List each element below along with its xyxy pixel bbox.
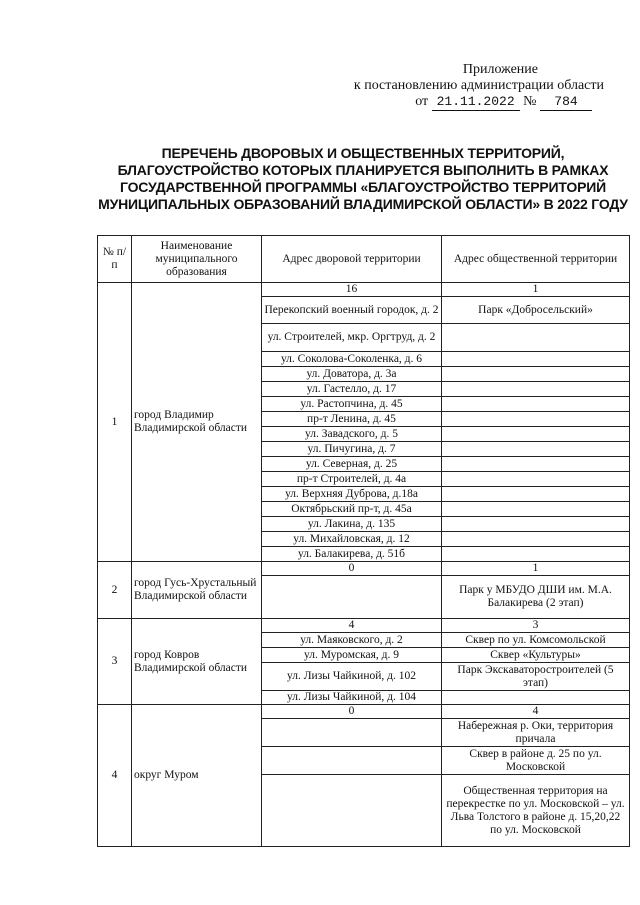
- table-row: [98, 619, 630, 633]
- public-address-empty: [442, 457, 630, 472]
- col-header-yard-address: Адрес дворовой территории: [262, 236, 442, 283]
- yard-address: ул. Маяковского, д. 2: [262, 633, 442, 648]
- public-count: 4: [442, 705, 630, 719]
- yard-address: Перекопский военный городок, д. 2: [262, 297, 442, 324]
- col-header-public-address: Адрес общественной территории: [442, 236, 630, 283]
- decree-date: 21.11.2022: [432, 94, 520, 111]
- yard-address: ул. Лизы Чайкиной, д. 102: [262, 663, 442, 691]
- decree-number: 784: [540, 94, 592, 111]
- col-header-municipality: Наименование муниципального образования: [132, 236, 262, 283]
- municipality-name: город Владимир Владимирской области: [132, 283, 262, 562]
- public-address-empty: [442, 352, 630, 367]
- yard-address: ул. Михайловская, д. 12: [262, 532, 442, 547]
- public-address-empty: [442, 517, 630, 532]
- public-address: Общественная территория на перекрестке по ул. Московской – ул. Льва Толстого в районе д. 15,20,22 по ул. Московской: [442, 775, 630, 847]
- decree-date-number: [314, 94, 604, 111]
- municipality-name: город Гусь-Хрустальный Владимирской области: [132, 562, 262, 619]
- yard-address: ул. Балакирева, д. 51б: [262, 547, 442, 562]
- yard-address: ул. Завадского, д. 5: [262, 427, 442, 442]
- public-address-empty: [442, 532, 630, 547]
- municipality-name: округ Муром: [132, 705, 262, 847]
- public-count: 1: [442, 283, 630, 297]
- public-address: Парк у МБУДО ДШИ им. М.А. Балакирева (2 этап): [442, 576, 630, 619]
- appendix-label: Приложение: [462, 62, 538, 77]
- public-address-empty: [442, 547, 630, 562]
- yard-address-empty: [262, 747, 442, 775]
- yard-address-empty: [262, 576, 442, 619]
- yard-address: пр-т Ленина, д. 45: [262, 412, 442, 427]
- table-row: [98, 705, 630, 719]
- public-address: Набережная р. Оки, территория причала: [442, 719, 630, 747]
- yard-count: 4: [262, 619, 442, 633]
- col-header-no: № п/п: [98, 236, 132, 283]
- public-address-empty: [442, 487, 630, 502]
- public-count: 1: [442, 562, 630, 576]
- public-address: Сквер «Культуры»: [442, 648, 630, 663]
- document-title: ПЕРЕЧЕНЬ ДВОРОВЫХ И ОБЩЕСТВЕННЫХ ТЕРРИТОРИЙ, БЛАГОУСТРОЙСТВО КОТОРЫХ ПЛАНИРУЕТСЯ ВЫПОЛНИТЬ В РАМКАХ ГОСУДАРСТВЕННОЙ ПРОГРАММЫ «БЛАГОУСТРОЙСТВО ТЕРРИТОРИЙ МУНИЦИПАЛЬНЫХ ОБРАЗОВАНИЙ ВЛАДИМИРСКОЙ ОБЛАСТИ» В 2022 ГОДУ: [98, 145, 628, 212]
- public-address-empty: [442, 324, 630, 352]
- yard-address: ул. Северная, д. 25: [262, 457, 442, 472]
- yard-address-empty: [262, 775, 442, 847]
- table-row: [98, 283, 630, 297]
- table-row: [98, 562, 630, 576]
- row-number: 2: [98, 562, 132, 619]
- public-address: Сквер в районе д. 25 по ул. Московской: [442, 747, 630, 775]
- yard-address: ул. Растопчина, д. 45: [262, 397, 442, 412]
- yard-address-empty: [262, 719, 442, 747]
- public-address-empty: [442, 397, 630, 412]
- appendix-header: [314, 62, 604, 111]
- number-sign: №: [523, 94, 537, 109]
- territory-table: [97, 235, 630, 847]
- appendix-decree: к постановлению администрации области: [353, 78, 604, 93]
- yard-address: ул. Лизы Чайкиной, д. 104: [262, 691, 442, 705]
- yard-count: 0: [262, 562, 442, 576]
- yard-count: 16: [262, 283, 442, 297]
- row-number: 3: [98, 619, 132, 705]
- table-header-row: [98, 236, 630, 283]
- yard-address: Октябрьский пр-т, д. 45а: [262, 502, 442, 517]
- public-address-empty: [442, 502, 630, 517]
- yard-address: ул. Лакина, д. 135: [262, 517, 442, 532]
- yard-address: ул. Верхняя Дуброва, д.18а: [262, 487, 442, 502]
- yard-address: ул. Муромская, д. 9: [262, 648, 442, 663]
- row-number: 4: [98, 705, 132, 847]
- yard-address: ул. Пичугина, д. 7: [262, 442, 442, 457]
- public-address: Парк Экскаваторостроителей (5 этап): [442, 663, 630, 691]
- public-count: 3: [442, 619, 630, 633]
- public-address-empty: [442, 472, 630, 487]
- public-address-empty: [442, 691, 630, 705]
- yard-address: ул. Соколова-Соколенка, д. 6: [262, 352, 442, 367]
- yard-count: 0: [262, 705, 442, 719]
- public-address: Сквер по ул. Комсомольской: [442, 633, 630, 648]
- public-address-empty: [442, 442, 630, 457]
- public-address-empty: [442, 382, 630, 397]
- ot-label: от: [415, 94, 429, 109]
- yard-address: пр-т Строителей, д. 4а: [262, 472, 442, 487]
- yard-address: ул. Доватора, д. 3а: [262, 367, 442, 382]
- yard-address: ул. Строителей, мкр. Оргтруд, д. 2: [262, 324, 442, 352]
- row-number: 1: [98, 283, 132, 562]
- public-address: Парк «Добросельский»: [442, 297, 630, 324]
- public-address-empty: [442, 427, 630, 442]
- public-address-empty: [442, 412, 630, 427]
- public-address-empty: [442, 367, 630, 382]
- municipality-name: город Ковров Владимирской области: [132, 619, 262, 705]
- yard-address: ул. Гастелло, д. 17: [262, 382, 442, 397]
